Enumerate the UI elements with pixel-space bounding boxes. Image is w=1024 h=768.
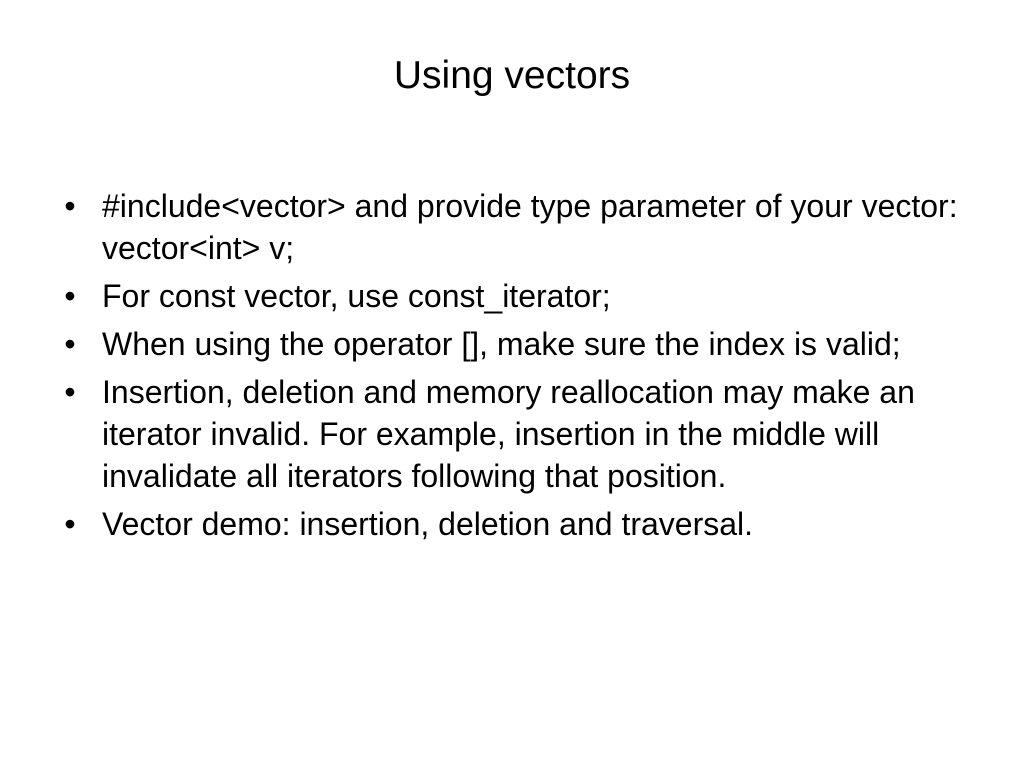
bullet-icon: •	[64, 506, 76, 542]
bullet-item	[60, 371, 960, 497]
bullet-text: Insertion, deletion and memory reallocation may make an iterator invalid. For example, insertion in the middle will invalidate all iterators following that position.	[102, 374, 915, 494]
bullet-text: #include<vector> and provide type parameter of your vector: vector<int> v;	[102, 188, 958, 266]
bullet-item	[60, 185, 960, 269]
bullet-item	[60, 323, 960, 365]
bullet-text: When using the operator [], make sure the index is valid;	[102, 326, 901, 362]
bullet-text: For const vector, use const_iterator;	[102, 278, 611, 314]
bullet-icon: •	[64, 278, 76, 314]
bullet-item	[60, 503, 960, 545]
slide-title: Using vectors	[393, 54, 631, 97]
bullet-icon: •	[64, 188, 76, 224]
bullet-list	[60, 185, 960, 551]
bullet-text: Vector demo: insertion, deletion and traversal.	[102, 506, 754, 542]
bullet-icon: •	[64, 326, 76, 362]
bullet-item	[60, 275, 960, 317]
bullet-icon: •	[64, 374, 76, 410]
